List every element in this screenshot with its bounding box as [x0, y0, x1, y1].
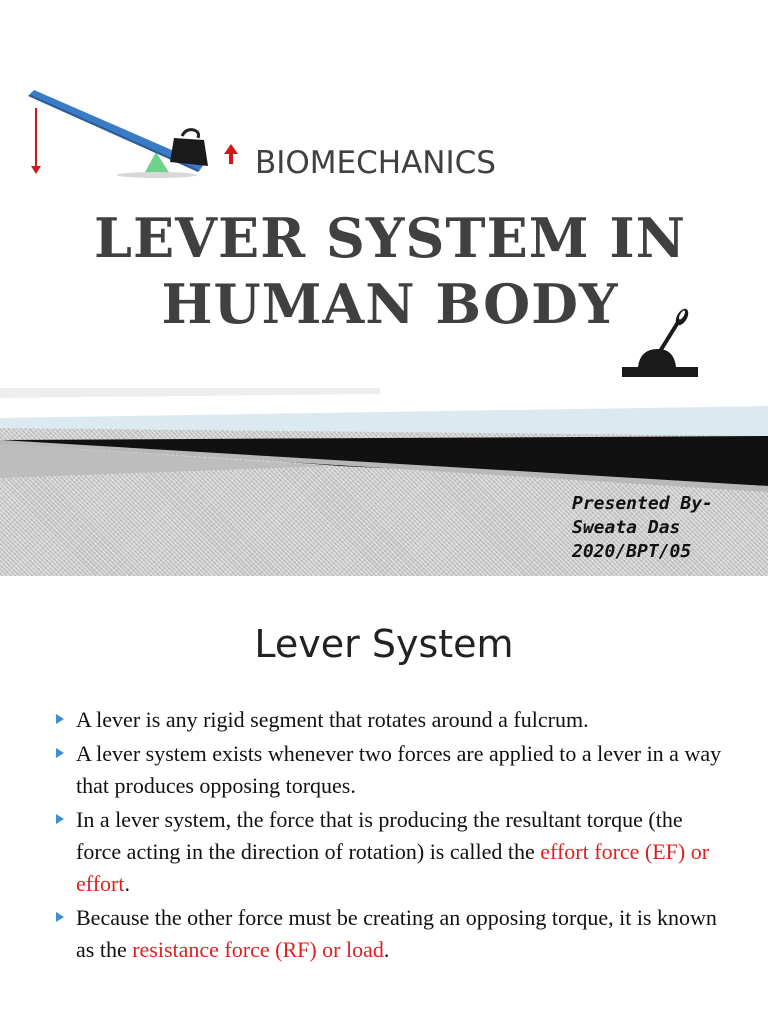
presenter-name: Sweata Das: [572, 517, 681, 538]
bullet-text-end: .: [383, 937, 390, 962]
bullet-text: Because the other force must be creating an opposing torque, it is known as the: [76, 905, 717, 962]
presenter-label: Presented By-: [572, 493, 713, 514]
bullet-text: A lever system exists whenever two forces are applied to a lever in a way that produces opposing torques.: [76, 741, 722, 798]
slide-lever-system: [0, 576, 768, 1024]
effort-force-highlight: effort force (EF) or effort: [76, 839, 710, 896]
list-item: [50, 804, 730, 900]
fulcrum-shadow: [117, 172, 197, 178]
triangle-bullet-icon: [56, 748, 64, 758]
list-item: [50, 902, 730, 966]
bullet-text-end: .: [124, 871, 130, 896]
presenter-info: [572, 492, 713, 564]
bullet-list: [50, 704, 730, 968]
list-item: [50, 738, 730, 802]
presenter-id: 2020/BPT/05: [572, 541, 692, 562]
bullet-text: In a lever system, the force that is producing the resultant torque (the force acting in the direction of rotation) is called the: [76, 807, 683, 864]
triangle-bullet-icon: [56, 814, 64, 824]
title-line-1: LEVER SYSTEM IN: [94, 206, 686, 270]
down-arrow-head: [31, 166, 41, 174]
triangle-bullet-icon: [56, 912, 64, 922]
resistance-force-highlight: resistance force (RF) or load: [132, 937, 384, 962]
title-line-2: HUMAN BODY: [161, 272, 619, 336]
up-arrow-icon: [224, 144, 238, 164]
weight-icon: [170, 130, 208, 166]
lever-seesaw-icon: [24, 86, 254, 186]
subtitle: BIOMECHANICS: [255, 145, 496, 181]
bullet-text: A lever is any rigid segment that rotates around a fulcrum.: [76, 707, 589, 732]
slide2-title: Lever System: [254, 622, 514, 666]
list-item: [50, 704, 730, 736]
joystick-lever-icon: [618, 305, 702, 385]
triangle-bullet-icon: [56, 714, 64, 724]
